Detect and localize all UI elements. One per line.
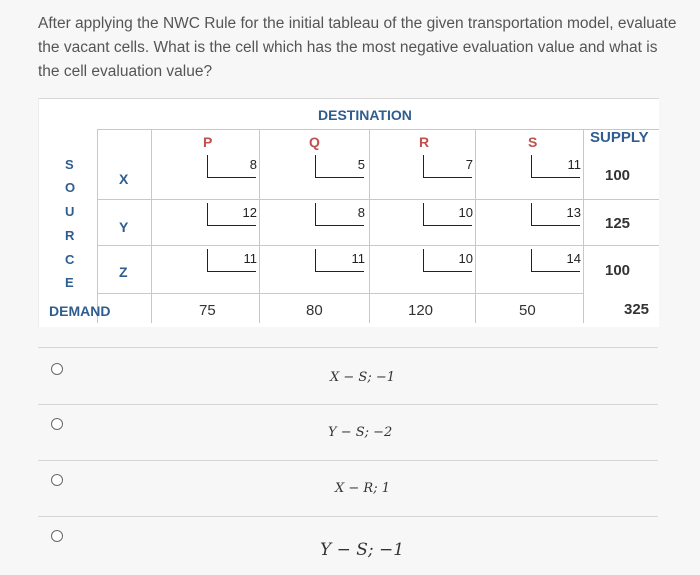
cost-z-s: 14 xyxy=(566,251,581,266)
option-2-radio[interactable] xyxy=(51,418,63,430)
grid-line xyxy=(583,129,584,323)
option-4-radio[interactable] xyxy=(51,530,63,542)
supply-x: 100 xyxy=(605,167,631,184)
cost-y-s: 13 xyxy=(566,205,581,220)
option-divider xyxy=(38,516,658,517)
transportation-table xyxy=(38,98,659,327)
option-4-label[interactable]: Y − S; −1 xyxy=(320,540,405,560)
source-letter: O xyxy=(65,180,76,195)
supply-y: 125 xyxy=(605,215,631,232)
option-2-label[interactable]: Y − S; −2 xyxy=(328,425,393,440)
cost-x-q: 5 xyxy=(357,157,365,172)
option-1-radio[interactable] xyxy=(51,363,63,375)
option-1-label[interactable]: X − S; −1 xyxy=(330,370,395,385)
cost-y-q: 8 xyxy=(357,205,365,220)
option-divider xyxy=(38,404,658,405)
cost-y-r: 10 xyxy=(458,205,473,220)
column-header-r: R xyxy=(419,134,430,150)
grid-line xyxy=(97,293,583,294)
grid-line xyxy=(97,129,659,130)
source-letter: S xyxy=(65,157,74,172)
grid-line xyxy=(97,245,659,246)
option-divider xyxy=(38,460,658,461)
demand-r: 120 xyxy=(408,302,434,319)
supply-header: SUPPLY xyxy=(590,129,649,146)
row-label-z: Z xyxy=(119,264,128,280)
grid-line xyxy=(97,199,659,200)
cost-x-p: 8 xyxy=(249,157,257,172)
source-letter: R xyxy=(65,228,75,243)
demand-p: 75 xyxy=(199,302,216,319)
row-label-x: X xyxy=(119,171,129,187)
demand-s: 50 xyxy=(519,302,536,319)
cost-z-q: 11 xyxy=(351,251,365,266)
column-header-p: P xyxy=(203,134,213,150)
option-3-radio[interactable] xyxy=(51,474,63,486)
supply-z: 100 xyxy=(605,262,631,279)
demand-q: 80 xyxy=(306,302,323,319)
cost-y-p: 12 xyxy=(242,205,257,220)
cost-z-p: 11 xyxy=(243,251,257,266)
destination-header: DESTINATION xyxy=(318,107,412,123)
source-letter: U xyxy=(65,204,75,219)
cost-x-s: 11 xyxy=(567,157,581,172)
question-text: After applying the NWC Rule for the initial tableau of the given transportation model, evaluate the vacant cells. What is the cell which has the most negative evaluation value and what is the cell evaluation value? xyxy=(38,15,677,80)
column-header-q: Q xyxy=(309,134,320,150)
cost-x-r: 7 xyxy=(465,157,473,172)
demand-label: DEMAND xyxy=(49,303,111,319)
option-divider xyxy=(38,347,658,348)
source-letter: C xyxy=(65,252,75,267)
total-supply-demand: 325 xyxy=(624,301,650,318)
source-letter: E xyxy=(65,275,74,290)
column-header-s: S xyxy=(528,134,538,150)
cost-z-r: 10 xyxy=(458,251,473,266)
option-3-label[interactable]: X − R; 1 xyxy=(335,481,390,496)
row-label-y: Y xyxy=(119,219,129,235)
